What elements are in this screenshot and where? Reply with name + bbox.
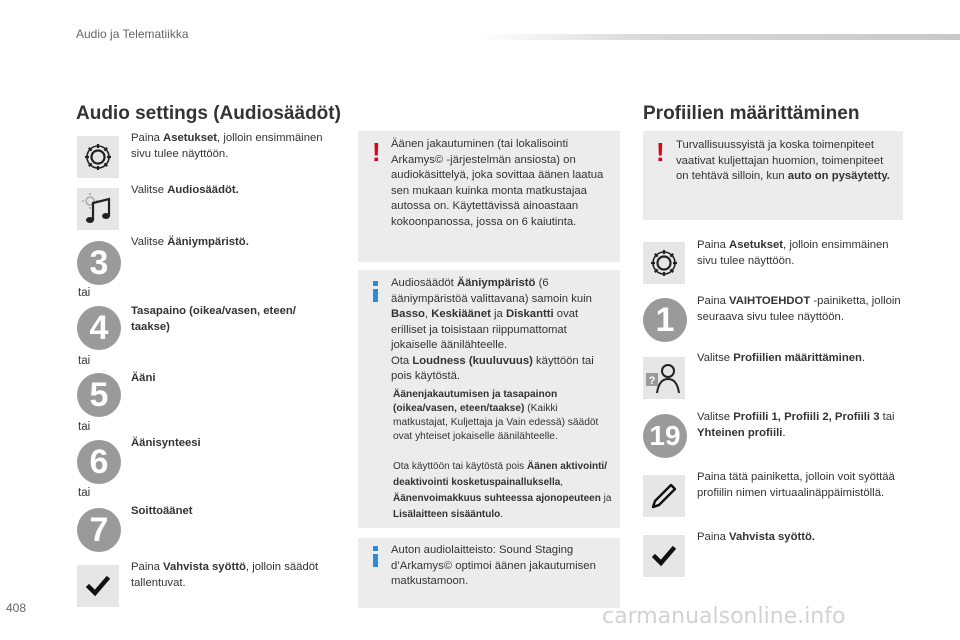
- warning-text-profiles: Turvallisuussyistä ja koska toimenpiteet vaativat kuljettajan huomion, toimenpiteet on tehtävä silloin, kun auto on pysäytetty.: [676, 139, 890, 182]
- warning-icon-2: !: [656, 137, 665, 167]
- left-step-5: Ääni: [131, 372, 156, 384]
- gear-icon: [643, 242, 685, 284]
- gear-icon: [77, 136, 119, 178]
- step-number-4: 4: [77, 306, 121, 350]
- info-icon-dot: [373, 281, 378, 286]
- checkmark-icon: [643, 535, 685, 577]
- step-number-19: 19: [643, 414, 687, 458]
- audio-settings-icon-box: [77, 188, 119, 230]
- info-text-sound-staging: Auton audiolaitteisto: Sound Staging d’Arkamys© optimoi äänen jakautumisen matkustamoon.: [391, 544, 596, 587]
- info-icon: [373, 289, 378, 302]
- info-subtext-balance: Äänenjakautumisen ja tasapainon (oikea/vasen, eteen/taakse) (Kaikki matkustajat, Kuljettaja ja Vain edessä) säädöt ovat yhteiset jokaiselle äänilähteelle.: [393, 389, 599, 442]
- page-number: 408: [6, 601, 27, 615]
- header-rule: [480, 34, 960, 40]
- settings-icon-box: [77, 136, 119, 178]
- warning-text-arkamys: Äänen jakautuminen (tai lokalisointi Arkamys© -järjestelmän ansiosta) on audiokäsittelyä, joka sovittaa äänen laatua sen mukaan kuinka monta matkustajaa autossa on. Käytettävissä ainoastaan kokoonpanossa, jossa on 6 kaiutinta.: [391, 138, 604, 228]
- left-step-7: Soittoäänet: [131, 505, 193, 517]
- watermark: carmanualsonline.info: [602, 604, 846, 629]
- or-label-4: tai: [78, 487, 91, 499]
- step-number-3: 3: [77, 241, 121, 285]
- left-step-8: Paina Vahvista syöttö, jolloin säädöt tallentuvat.: [131, 561, 319, 589]
- checkmark-icon: [77, 565, 119, 607]
- confirm-icon-box-2: [643, 535, 685, 577]
- audio-settings-title: Audio settings (Audiosäädöt): [76, 103, 341, 124]
- pencil-icon: [643, 475, 685, 517]
- music-note-icon: [77, 188, 119, 230]
- right-step-3: Valitse Profiilien määrittäminen.: [697, 352, 866, 364]
- section-header: Audio ja Telematiikka: [76, 27, 189, 41]
- or-label-3: tai: [78, 421, 91, 433]
- info-icon-dot-2: [373, 546, 378, 551]
- or-label-1: tai: [78, 287, 91, 299]
- left-step-2: Valitse Audiosäädöt.: [131, 184, 239, 196]
- settings-icon-box-2: [643, 242, 685, 284]
- right-step-1: Paina Asetukset, jolloin ensimmäinen sivu tulee näyttöön.: [697, 239, 889, 267]
- or-label-2: tai: [78, 355, 91, 367]
- warning-icon: !: [372, 137, 381, 167]
- edit-icon-box: [643, 475, 685, 517]
- right-step-4: Valitse Profiili 1, Profiili 2, Profiili 3 tai Yhteinen profiili.: [697, 411, 895, 439]
- left-step-6: Äänisynteesi: [131, 437, 201, 449]
- step-number-7: 7: [77, 508, 121, 552]
- left-step-3: Valitse Ääniympäristö.: [131, 236, 249, 248]
- left-step-1: Paina Asetukset, jolloin ensimmäinen sivu tulee näyttöön.: [131, 132, 323, 160]
- info-text-audio-settings: Audiosäädöt Ääniympäristö (6 ääniympäristöä valittavana) samoin kuin Basso, Keskiäänet ja Diskantti ovat erilliset ja toisistaan riippumattomat jokaiselle äänilähteelle. Ota Loudness (kuuluvuus) käyttöön tai pois käytöstä.: [391, 277, 594, 382]
- svg-text:?: ?: [648, 375, 656, 387]
- step-number-5: 5: [77, 373, 121, 417]
- profile-icon-box: [643, 357, 685, 399]
- confirm-icon-box: [77, 565, 119, 607]
- right-step-5: Paina tätä painiketta, jolloin voit syöttää profiilin nimen virtuaalinäppäimistöllä.: [697, 471, 895, 499]
- profiles-title: Profiilien määrittäminen: [643, 103, 860, 124]
- left-step-4: Tasapaino (oikea/vasen, eteen/ taakse): [131, 305, 296, 333]
- info-icon-2: [373, 554, 378, 567]
- info-subtext-activation: Ota käyttöön tai käytöstä pois Äänen aktivointi/ deaktivointi kosketuspainalluksella, Äänenvoimakkuus suhteessa ajonopeuteen ja Lisälaitteen sisääntulo.: [393, 461, 612, 520]
- step-number-1: 1: [643, 298, 687, 342]
- step-number-6: 6: [77, 440, 121, 484]
- user-profile-icon: [643, 357, 685, 399]
- right-step-2: Paina VAIHTOEHDOT -painiketta, jolloin seuraava sivu tulee näyttöön.: [697, 295, 901, 323]
- right-step-6: Paina Vahvista syöttö.: [697, 531, 816, 543]
